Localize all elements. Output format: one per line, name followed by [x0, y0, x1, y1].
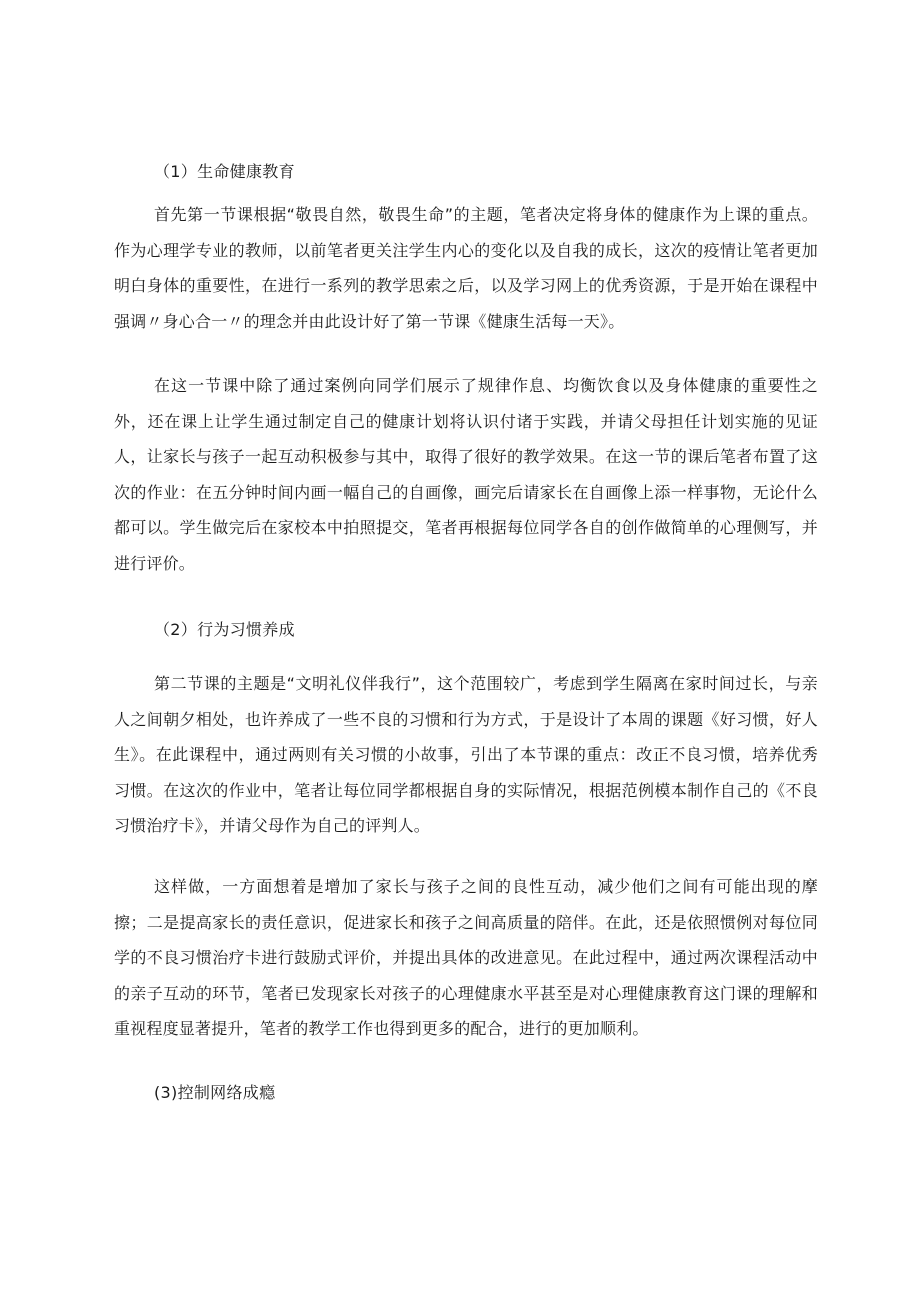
section-heading-3: (3)控制网络成瘾 — [154, 1083, 276, 1102]
paragraph-2-1: 第二节课的主题是“文明礼仪伴我行”，这个范围较广，考虑到学生隔离在家时间过长，与亲人之间朝夕相处，也许养成了一些不良的习惯和行为方式，于是设计了本周的课题《好习惯，好人生》。在此课程中，通过两则有关习惯的小故事，引出了本节课的重点：改正不良习惯，培养优秀习惯。在这次的作业中，笔者让每位同学都根据自身的实际情况，根据范例模本制作自己的《不良习惯治疗卡》，并请父母作为自己的评判人。 — [114, 674, 818, 835]
section-heading-1: （1）生命健康教育 — [154, 162, 295, 181]
paragraph-2-2: 这样做，一方面想着是增加了家长与孩子之间的良性互动，减少他们之间有可能出现的摩擦；二是提高家长的责任意识，促进家长和孩子之间高质量的陪伴。在此，还是依照惯例对每位同学的不良习惯治疗卡进行鼓励式评价，并提出具体的改进意见。在此过程中，通过两次课程活动中的亲子互动的环节，笔者已发现家长对孩子的心理健康水平甚至是对心理健康教育这门课的理解和重视程度显著提升，笔者的教学工作也得到更多的配合，进行的更加顺利。 — [114, 877, 818, 1038]
paragraph-1-2: 在这一节课中除了通过案例向同学们展示了规律作息、均衡饮食以及身体健康的重要性之外，还在课上让学生通过制定自己的健康计划将认识付诸于实践，并请父母担任计划实施的见证人，让家长与孩子一起互动积极参与其中，取得了很好的教学效果。在这一节的课后笔者布置了这次的作业：在五分钟时间内画一幅自己的自画像，画完后请家长在自画像上添一样事物，无论什么都可以。学生做完后在家校本中拍照提交，笔者再根据每位同学各自的创作做简单的心理侧写，并进行评价。 — [114, 376, 818, 573]
section-heading-2: （2）行为习惯养成 — [154, 620, 295, 639]
paragraph-1-1: 首先第一节课根据“敬畏自然，敬畏生命”的主题，笔者决定将身体的健康作为上课的重点。作为心理学专业的教师，以前笔者更关注学生内心的变化以及自我的成长，这次的疫情让笔者更加明白身体的重要性，在进行一系列的教学思索之后，以及学习网上的优秀资源，于是开始在课程中强调〃身心合一〃的理念并由此设计好了第一节课《健康生活每一天》。 — [114, 205, 818, 331]
